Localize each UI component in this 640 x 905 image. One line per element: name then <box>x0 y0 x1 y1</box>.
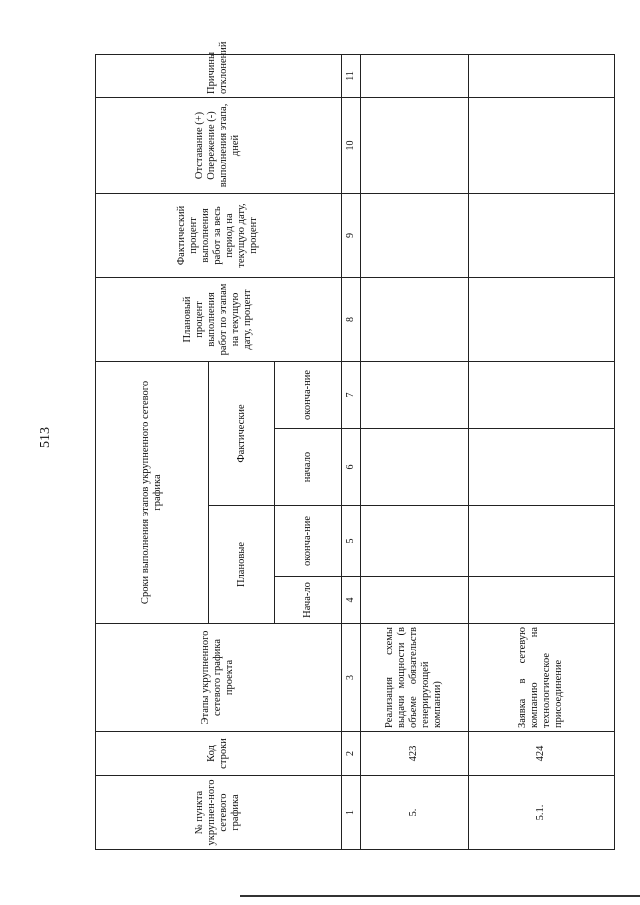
table-row <box>360 54 468 849</box>
header-item-number: № пункта укрупнен-ного сетевого графика <box>96 776 342 850</box>
cell-start-planned <box>360 577 468 624</box>
column-number: 5 <box>341 506 360 577</box>
cell-planned-percent <box>468 277 614 361</box>
column-number: 6 <box>341 429 360 506</box>
column-number: 7 <box>341 361 360 428</box>
schedule-table <box>95 41 615 850</box>
header-start-planned: Нача-ло <box>275 577 341 624</box>
cell-actual-percent <box>360 193 468 277</box>
column-number: 11 <box>341 54 360 97</box>
header-start-actual: начало <box>275 429 341 506</box>
cell-planned-percent <box>360 277 468 361</box>
header-end-planned: оконча-ние <box>275 506 341 577</box>
header-actual: Фактические <box>209 361 275 505</box>
cell-end-planned <box>360 506 468 577</box>
header-deviation-days: Отставание (+) Опережение (-) выполнения этапа, дней <box>96 97 342 193</box>
row-stage: Реализация схемы выдачи мощности (в объеме обязательств генерирующей компании) <box>360 624 468 732</box>
cell-start-actual <box>468 429 614 506</box>
cell-end-actual <box>360 361 468 428</box>
column-number: 1 <box>341 776 360 850</box>
row-code: 423 <box>360 732 468 776</box>
column-number: 8 <box>341 277 360 361</box>
header-actual-percent: Фактический процент выполнения работ за весь период на текущую дату, процент <box>96 193 342 277</box>
column-number: 4 <box>341 577 360 624</box>
header-row-1 <box>96 54 209 849</box>
column-number-row <box>341 54 360 849</box>
column-number: 2 <box>341 732 360 776</box>
page-number: 513 <box>38 427 53 448</box>
cell-deviation-days <box>468 97 614 193</box>
cell-deviation-reasons <box>468 54 614 97</box>
cell-start-actual <box>360 429 468 506</box>
row-stage: Заявка в сетевую компанию на технологическое присоединение <box>468 624 614 732</box>
column-number: 10 <box>341 97 360 193</box>
cell-end-planned <box>468 506 614 577</box>
header-row-code: Код строки <box>96 732 342 776</box>
cell-deviation-reasons <box>360 54 468 97</box>
table-row <box>468 54 614 849</box>
column-number: 9 <box>341 193 360 277</box>
header-schedule-group: Сроки выполнения этапов укрупненного сетевого графика <box>96 361 209 623</box>
rotated-table-container <box>95 41 615 850</box>
column-number: 3 <box>341 624 360 732</box>
cell-deviation-days <box>360 97 468 193</box>
header-planned-percent: Плановый процент выполнения работ по этапам на текущую дату, процент <box>96 277 342 361</box>
header-planned: Плановые <box>209 506 275 624</box>
header-stages: Этапы укрупненного сетевого графика проекта <box>96 624 342 732</box>
header-end-actual: оконча-ние <box>275 361 341 428</box>
cell-start-planned <box>468 577 614 624</box>
row-item-number: 5.1. <box>468 776 614 850</box>
header-deviation-reasons: Причины отклонений <box>96 54 342 97</box>
scan-edge-line <box>240 895 640 897</box>
cell-actual-percent <box>468 193 614 277</box>
row-code: 424 <box>468 732 614 776</box>
cell-end-actual <box>468 361 614 428</box>
row-item-number: 5. <box>360 776 468 850</box>
